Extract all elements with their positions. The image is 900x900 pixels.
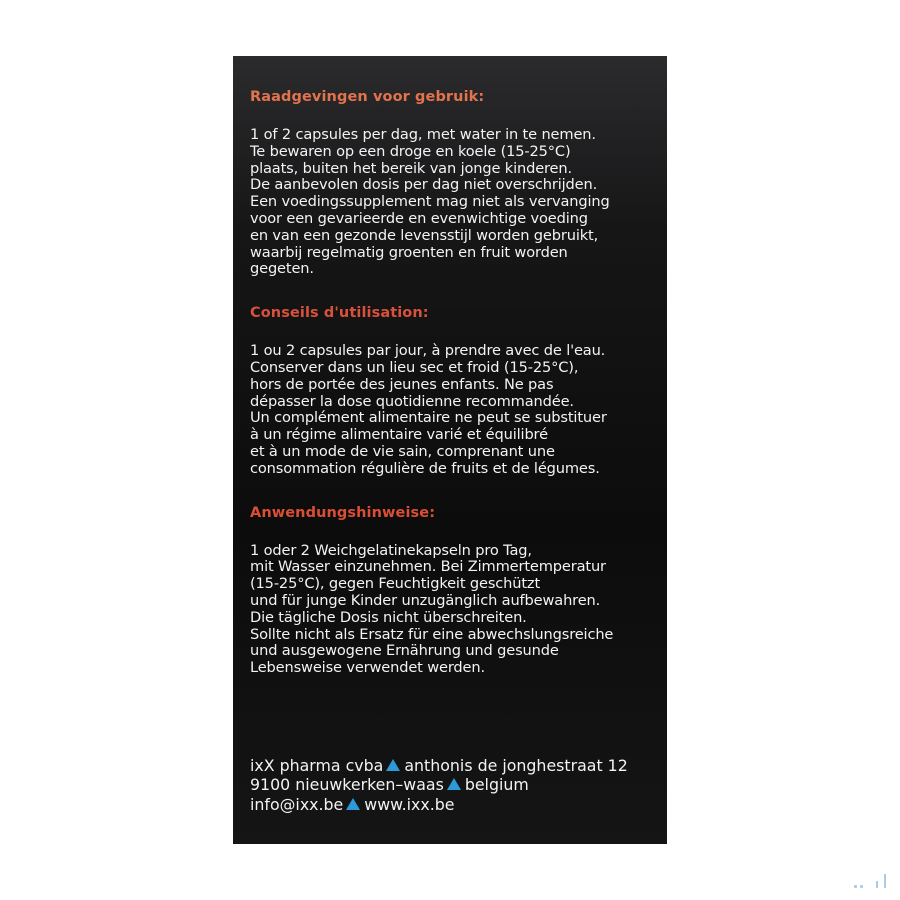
text-line: 1 oder 2 Weichgelatinekapseln pro Tag, xyxy=(250,541,532,559)
address-line xyxy=(250,756,628,775)
website: www.ixx.be xyxy=(364,794,455,814)
text-line: voor een gevarieerde en evenwichtige voeding xyxy=(250,209,588,227)
text-line: plaats, buiten het bereik van jonge kinderen. xyxy=(250,159,572,177)
text-french xyxy=(250,343,651,477)
company-address xyxy=(250,756,628,814)
text-line: und für junge Kinder unzugänglich aufbewahren. xyxy=(250,591,601,609)
text-line: Un complément alimentaire ne peut se substituer xyxy=(250,409,607,427)
watermark-logo xyxy=(852,870,892,890)
country: belgium xyxy=(464,775,529,795)
text-line: Die tägliche Dosis nicht überschreiten. xyxy=(250,608,527,626)
triangle-icon xyxy=(386,759,400,771)
street-address: anthonis de jonghestraat 12 xyxy=(404,756,628,775)
text-line: Conserver dans un lieu sec et froid (15-25°C), xyxy=(250,358,579,376)
text-line: und ausgewogene Ernährung und gesunde xyxy=(250,642,559,660)
text-line: mit Wasser einzunehmen. Bei Zimmertemperatur xyxy=(250,558,606,576)
text-line: De aanbevolen dosis per dag niet overschrijden. xyxy=(250,176,598,194)
text-line: (15-25°C), gegen Feuchtigkeit geschützt xyxy=(250,575,541,593)
text-line: Lebensweise verwendet werden. xyxy=(250,659,485,677)
heading-dutch: Raadgevingen voor gebruik: xyxy=(250,89,485,105)
triangle-icon xyxy=(447,778,461,790)
text-line: en van een gezonde levensstijl worden gebruikt, xyxy=(250,226,599,244)
text-line: gegeten. xyxy=(250,260,314,278)
text-dutch xyxy=(250,127,651,278)
text-line: consommation régulière de fruits et de légumes. xyxy=(250,459,600,477)
text-line: dépasser la dose quotidienne recommandée. xyxy=(250,392,574,410)
text-line: waarbij regelmatig groenten en fruit worden xyxy=(250,243,568,261)
company-name: ixX pharma cvba xyxy=(250,756,384,775)
text-line: 1 ou 2 capsules par jour, à prendre avec de l'eau. xyxy=(250,342,606,360)
contact-line xyxy=(250,795,628,814)
section-french xyxy=(250,305,651,477)
text-line: Te bewaren op een droge en koele (15-25°C) xyxy=(250,142,571,160)
text-line: Sollte nicht als Ersatz für eine abwechslungsreiche xyxy=(250,625,614,643)
product-label-panel xyxy=(233,56,667,844)
address-line xyxy=(250,775,628,794)
heading-german: Anwendungshinweise: xyxy=(250,504,436,521)
city: 9100 nieuwkerken–waas xyxy=(250,775,444,795)
section-dutch xyxy=(250,89,651,278)
text-line: 1 of 2 capsules per dag, met water in te nemen. xyxy=(250,126,596,143)
text-line: et à un mode de vie sain, comprenant une xyxy=(250,442,555,460)
text-line: Een voedingssupplement mag niet als vervanging xyxy=(250,193,610,211)
text-german xyxy=(250,543,651,677)
text-line: à un régime alimentaire varié et équilibré xyxy=(250,426,548,444)
email: info@ixx.be xyxy=(250,794,344,814)
heading-french: Conseils d'utilisation: xyxy=(250,305,429,322)
section-german xyxy=(250,505,651,677)
triangle-icon xyxy=(346,798,360,810)
text-line: hors de portée des jeunes enfants. Ne pas xyxy=(250,375,554,393)
